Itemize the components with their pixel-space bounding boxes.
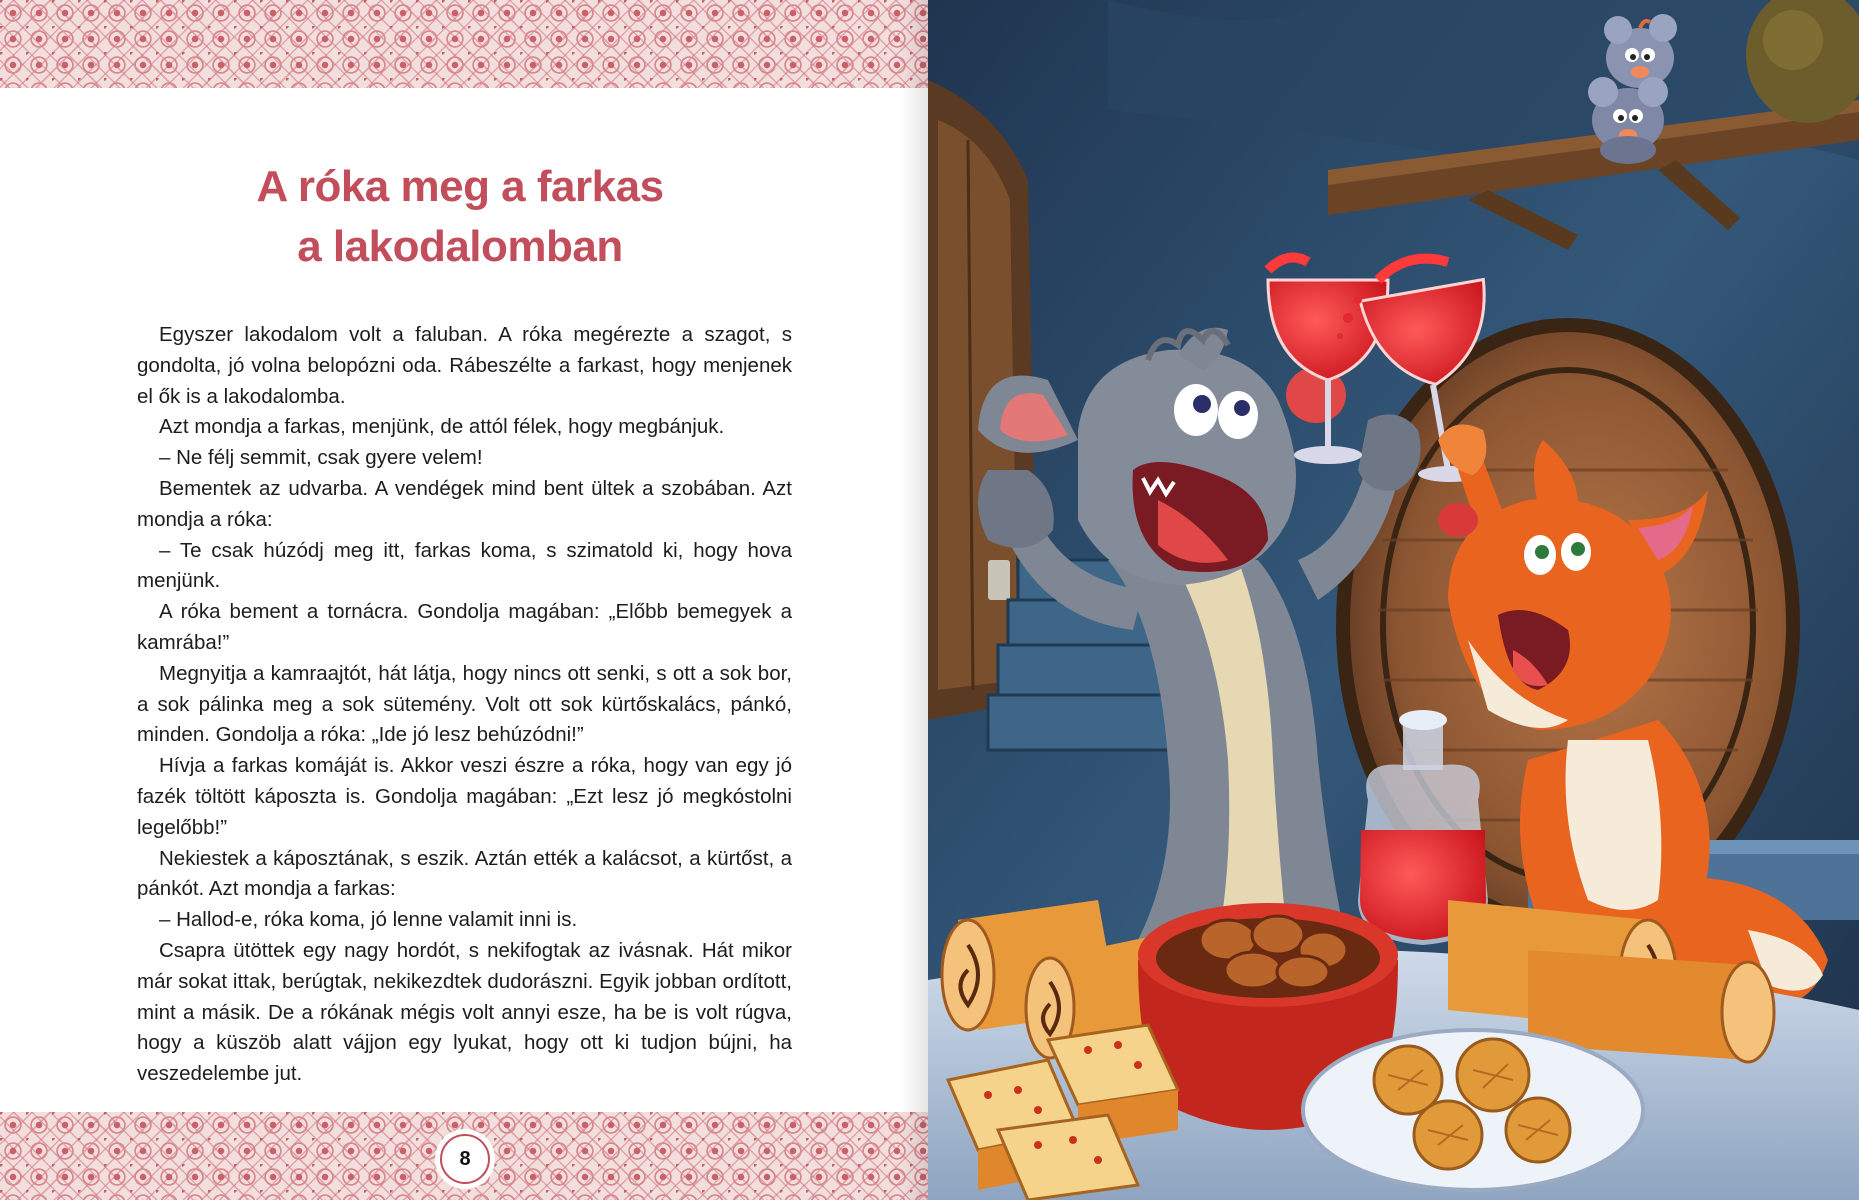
story-paragraph: Azt mondja a farkas, menjünk, de attól félek, hogy megbánjuk.: [159, 415, 725, 439]
fox-and-wolf-feast-illustration: [928, 0, 1859, 1200]
story-text: [137, 320, 792, 1090]
page-number-badge: [440, 1134, 490, 1184]
folk-pattern-top-border: [0, 0, 928, 88]
donut-plate: [1303, 1030, 1643, 1190]
story-dialog-line: – Ne félj semmit, csak gyere velem!: [159, 446, 483, 470]
story-dialog-line: – Te csak húzódj meg itt, farkas koma, s szimatold ki, hogy hova menjünk.: [137, 538, 792, 593]
story-dialog-line: – Hallod-e, róka koma, jó lenne valamit inni is.: [159, 908, 578, 932]
page-title: [110, 157, 810, 277]
story-paragraph: Hívja a farkas komáját is. Akkor veszi észre a róka, hogy van egy jó fazék töltött káposzta is. Gondolja magában: „Ezt lesz jó megkóstolni legelőbb!”: [137, 754, 792, 839]
right-page: [928, 0, 1859, 1200]
story-paragraph: A róka bement a tornácra. Gondolja magában: „Előbb bemegyek a kamrába!”: [137, 600, 792, 654]
book-gutter-shadow: [900, 0, 928, 1200]
title-line-1: A róka meg a farkas: [256, 162, 664, 212]
page-number: 8: [459, 1147, 471, 1170]
title-line-2: a lakodalomban: [297, 222, 623, 272]
story-paragraph: Egyszer lakodalom volt a faluban. A róka megérezte a szagot, s gondolta, jó volna belopózni oda. Rábeszélte a farkast, hogy menjenek el ők is a lakodalomba.: [137, 323, 792, 408]
story-paragraph: Csapra ütöttek egy nagy hordót, s nekifogtak az ivásnak. Hát mikor már sokat ittak, berúgtak, nekikezdtek dudorászni. Egyik jobban ordított, mint a másik. De a rókának mégis volt annyi esze, ha be is volt rúgva, hogy a küszöb alatt vájjon egy lyukat, hogy ott ki tudjon bújni, ha veszedelembe jut.: [137, 938, 792, 1086]
left-page: [0, 0, 928, 1200]
story-paragraph: Nekiestek a káposztának, s eszik. Aztán ették a kalácsot, a kürtőst, a pánkót. Azt mondja a farkas:: [137, 846, 792, 901]
story-paragraph: Bementek az udvarba. A vendégek mind bent ültek a szobában. Azt mondja a róka:: [137, 476, 792, 531]
story-paragraph: Megnyitja a kamraajtót, hát látja, hogy nincs ott senki, s ott a sok bor, a sok pálinka meg a sok sütemény. Volt ott sok kürtőskalács, pánkó, minden. Gondolja a róka: „Ide jó lesz behúzódni!”: [137, 661, 792, 747]
